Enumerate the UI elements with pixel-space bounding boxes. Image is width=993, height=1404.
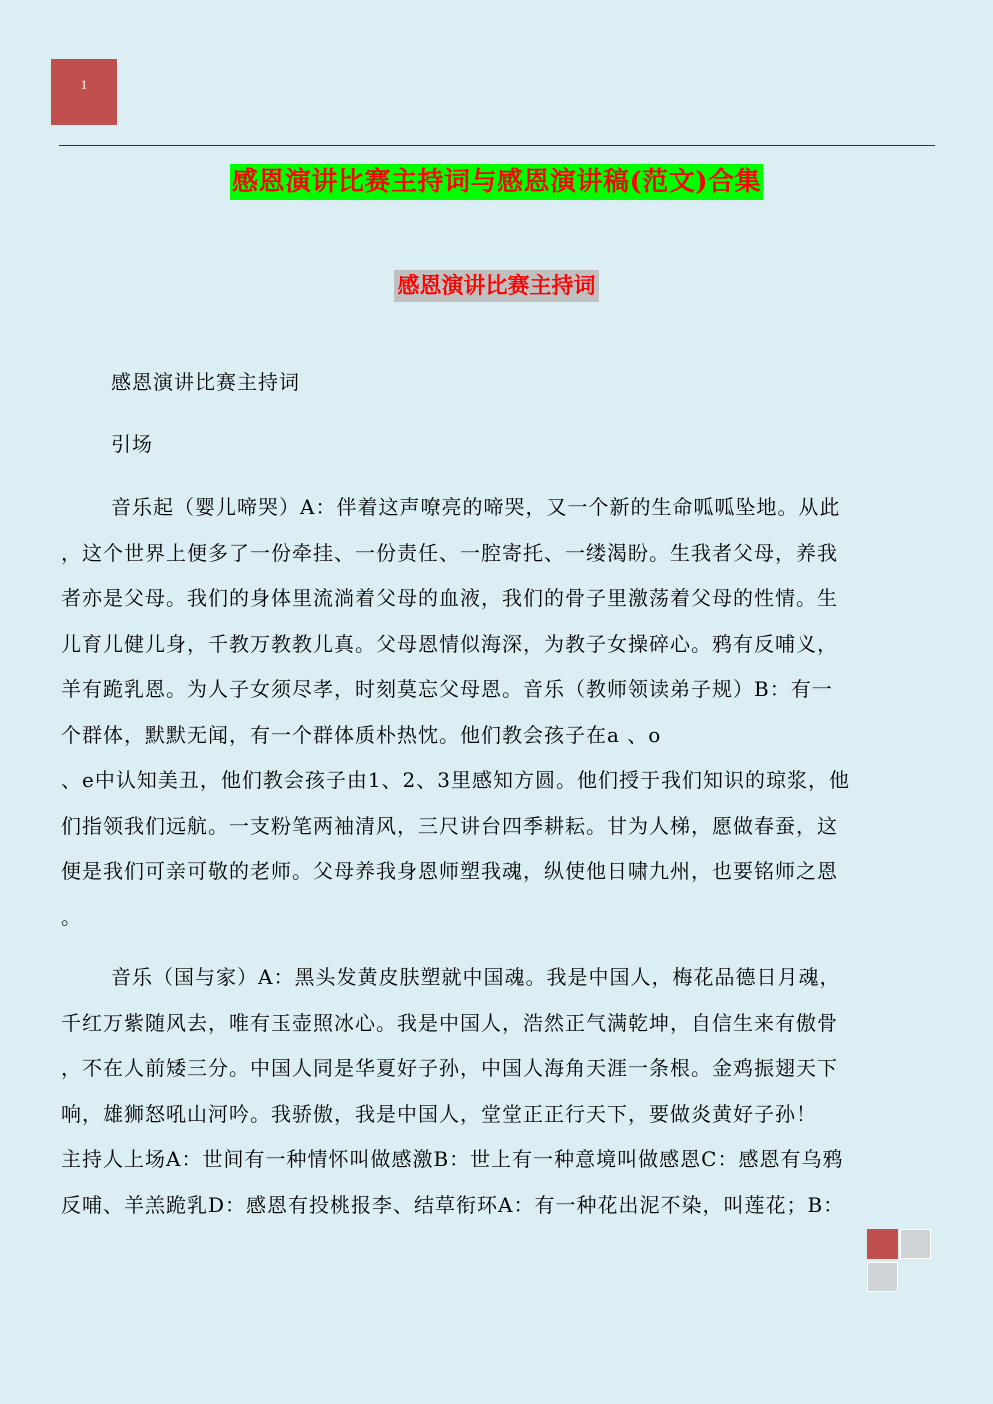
paragraph-line: ，不在人前矮三分。中国人同是华夏好子孙，中国人海角天涯一条根。金鸡振翅天下 bbox=[61, 1056, 838, 1080]
header-divider bbox=[59, 145, 935, 146]
paragraph-line: 便是我们可亲可敬的老师。父母养我身恩师塑我魂，纵使他日啸九州，也要铭师之恩 bbox=[61, 859, 838, 883]
page-number-badge bbox=[51, 59, 117, 125]
paragraph-2 bbox=[61, 955, 925, 1228]
deco-square-gray bbox=[900, 1229, 931, 1259]
corner-decoration bbox=[867, 1229, 933, 1293]
paragraph-line: 、e中认知美丑，他们教会孩子由1、2、3里感知方圆。他们授于我们知识的琼浆，他 bbox=[61, 768, 851, 792]
paragraph-line: 音乐起（婴儿啼哭）A：伴着这声嘹亮的啼哭，又一个新的生命呱呱坠地。从此 bbox=[111, 495, 841, 519]
section-title-container bbox=[0, 270, 993, 302]
page-number: 1 bbox=[80, 77, 88, 92]
section-title: 感恩演讲比赛主持词 bbox=[394, 270, 598, 302]
paragraph-line: 羊有跪乳恩。为人子女须尽孝，时刻莫忘父母恩。音乐（教师领读弟子规）B：有一 bbox=[61, 677, 833, 701]
document-title: 感恩演讲比赛主持词与感恩演讲稿(范文)合集 bbox=[230, 164, 763, 200]
paragraph-1 bbox=[61, 485, 925, 940]
deco-square-red bbox=[867, 1229, 898, 1259]
deco-square-gray bbox=[867, 1262, 898, 1292]
paragraph-line: 们指领我们远航。一支粉笔两袖清风，三尺讲台四季耕耘。甘为人梯，愿做春蚕，这 bbox=[61, 813, 838, 838]
paragraph-line: 个群体，默默无闻，有一个群体质朴热忱。他们教会孩子在a 、o bbox=[61, 722, 662, 747]
paragraph-line: ，这个世界上便多了一份牵挂、一份责任、一腔寄托、一缕渴盼。生我者父母，养我 bbox=[61, 540, 838, 565]
paragraph-line: 儿育儿健儿身，千教万教教儿真。父母恩情似海深，为教子女操碎心。鸦有反哺义， bbox=[61, 631, 838, 656]
heading-line: 感恩演讲比赛主持词 bbox=[111, 370, 300, 394]
paragraph-line: 主持人上场A：世间有一种情怀叫做感激B：世上有一种意境叫做感恩C：感恩有乌鸦 bbox=[61, 1147, 844, 1171]
paragraph-line: 千红万紫随风去，唯有玉壶照冰心。我是中国人，浩然正气满乾坤，自信生来有傲骨 bbox=[61, 1010, 838, 1035]
document-title-container bbox=[0, 164, 993, 200]
paragraph-line: 响，雄狮怒吼山河吟。我骄傲，我是中国人，堂堂正正行天下，要做炎黄好子孙！ bbox=[61, 1101, 817, 1126]
paragraph-line: 音乐（国与家）A：黑头发黄皮肤塑就中国魂。我是中国人，梅花品德日月魂， bbox=[111, 965, 841, 989]
paragraph-line: 者亦是父母。我们的身体里流淌着父母的血液，我们的骨子里激荡着父母的性情。生 bbox=[61, 586, 838, 610]
paragraph-line: 反哺、羊羔跪乳D：感恩有投桃报李、结草衔环A：有一种花出泥不染，叫莲花；B： bbox=[61, 1192, 845, 1217]
subheading-line: 引场 bbox=[111, 432, 153, 456]
paragraph-line: 。 bbox=[61, 904, 82, 929]
